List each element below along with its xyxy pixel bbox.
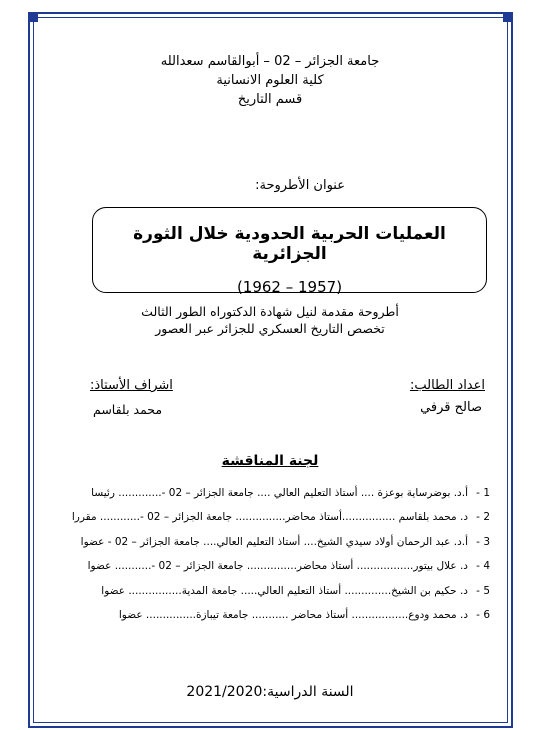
thesis-dates: (1962 – 1957) <box>236 278 343 296</box>
member-number: 3 - <box>476 535 490 548</box>
member-number: 4 - <box>476 560 490 573</box>
border-corner-top-left <box>28 12 38 22</box>
thesis-title-label: عنوان الأطروحة: <box>255 178 345 193</box>
student-label: اعداد الطالب: <box>409 378 485 393</box>
committee-member <box>60 606 490 630</box>
member-text: أ.د. عبد الرحمان أولاد سيدي الشيخ.... أستاذ التعليم العالي.... جامعة الجزائر – 02 - عضوا <box>80 535 468 548</box>
university-name: جامعة الجزائر – 02 – أبوالقاسم سعدالله <box>160 54 380 69</box>
member-number: 2 - <box>476 511 490 524</box>
member-number: 6 - <box>476 608 490 621</box>
border-corner-top-right <box>503 12 513 22</box>
member-number: 5 - <box>476 584 490 597</box>
member-number: 1 - <box>476 487 490 499</box>
student-name: صالح قرفي <box>420 400 482 415</box>
member-text: د. محمد ودوع................. أستاذ محاضر ........... جامعة تيبازة............... عضوا <box>118 608 468 621</box>
committee-member <box>60 508 490 532</box>
supervisor-label: اشراف الأستاذ: <box>90 378 173 393</box>
supervisor-name: محمد بلقاسم <box>93 402 163 417</box>
faculty-name: كلية العلوم الانسانية <box>216 73 324 88</box>
member-text: د. محمد بلقاسم ................أستاذ محاضر............... جامعة الجزائر – 02 -............ مقررا <box>71 511 468 524</box>
committee-member <box>60 484 490 508</box>
thesis-title-box <box>92 207 487 296</box>
committee-members <box>60 484 490 630</box>
member-text: د. حكيم بن الشيخ.............. أستاذ التعليم العالي..... جامعة المدية................ عضوا <box>101 584 468 597</box>
description-line-1: أطروحة مقدمة لنيل شهادة الدكتوراه الطور الثالث <box>141 304 399 319</box>
committee-member <box>60 582 490 606</box>
department-name: قسم التاريخ <box>237 92 303 107</box>
committee-member <box>60 533 490 557</box>
academic-year: السنة الدراسية:2021/2020 <box>186 684 354 700</box>
thesis-description <box>0 303 540 337</box>
committee-title: لجنة المناقشة <box>221 453 319 469</box>
description-line-2: تخصص التاريخ العسكري للجزائر عبر العصور <box>155 321 385 336</box>
thesis-title: العمليات الحربية الحدودية خلال الثورة الجزائرية <box>133 224 446 264</box>
committee-member <box>60 557 490 581</box>
member-text: د. علال بيتور................. أستاذ محاضر............... جامعة الجزائر – 02 -........... عضوا <box>87 560 468 573</box>
university-header <box>0 52 540 109</box>
member-text: أ.د. بوضرساية بوعزة .... أستاذ التعليم العالي .... جامعة الجزائر – 02 -............. رئيسا <box>91 487 468 499</box>
